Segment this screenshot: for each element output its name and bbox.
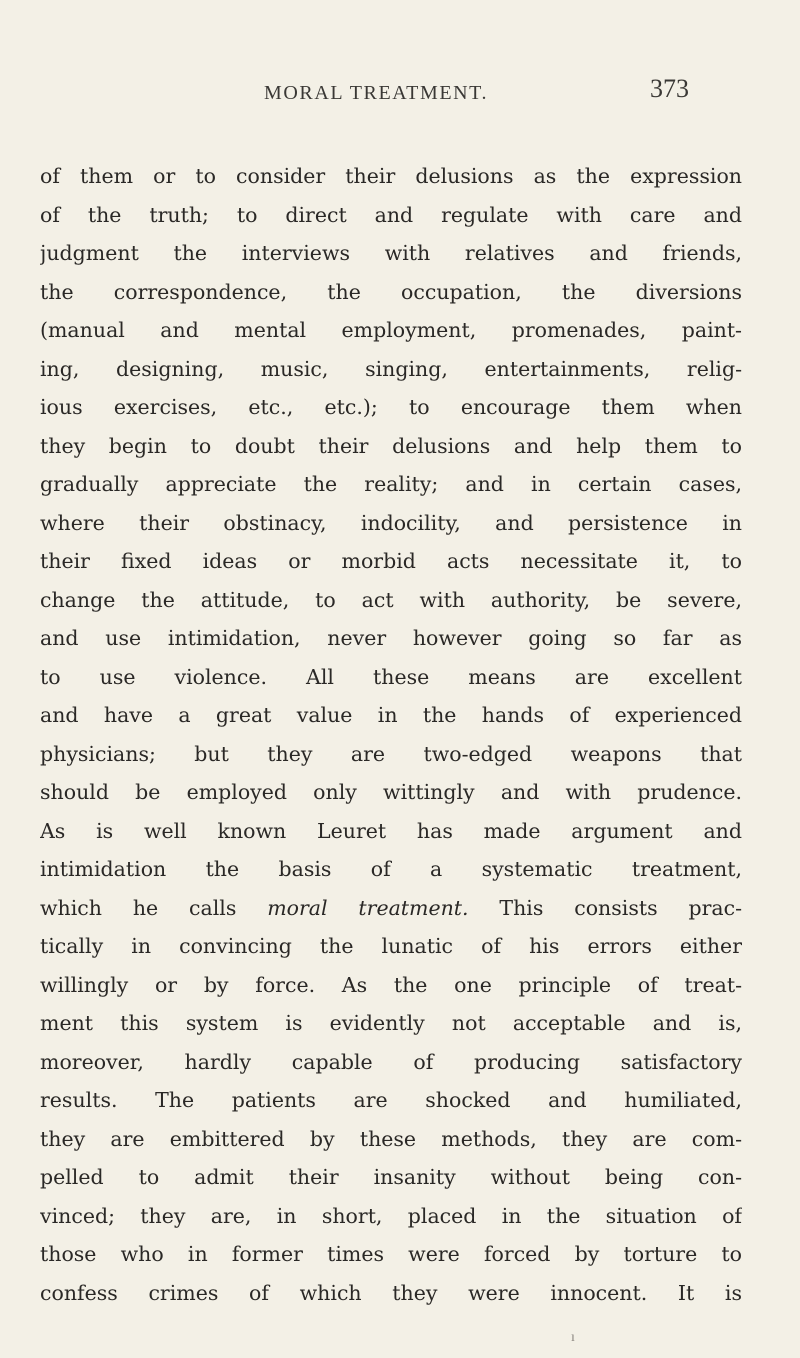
text-line: vinced; they are, in short, placed in the situation of bbox=[40, 1203, 742, 1228]
text-line: of the truth; to direct and regulate with care and bbox=[40, 202, 742, 227]
text-line: judgment the interviews with relatives and friends, bbox=[40, 241, 742, 265]
text-line: As is well known Leuret has made argument and bbox=[40, 818, 742, 843]
text-line: should be employed only wittingly and with prudence. bbox=[40, 780, 742, 804]
text-line: they begin to doubt their delusions and help them to bbox=[40, 433, 742, 458]
text-line: moreover, hardly capable of producing satisfactory bbox=[40, 1049, 742, 1074]
text-line: the correspondence, the occupation, the diversions bbox=[40, 279, 742, 304]
text-line: change the attitude, to act with authority, be severe, bbox=[40, 587, 742, 612]
page-number: 373 bbox=[650, 74, 689, 103]
italic-term: moral treatment. bbox=[267, 895, 469, 920]
text-line: and use intimidation, never however going so far as bbox=[40, 626, 742, 650]
text-line: (manual and mental employment, promenades, paint- bbox=[40, 318, 742, 342]
text-segment: which he calls bbox=[40, 895, 268, 920]
text-line: ious exercises, etc., etc.); to encourage them when bbox=[40, 395, 742, 419]
running-head: MORAL TREATMENT. bbox=[264, 82, 489, 104]
text-line: physicians; but they are two-edged weapons that bbox=[40, 741, 742, 766]
text-line: they are embittered by these methods, they are com- bbox=[40, 1126, 742, 1151]
text-line: gradually appreciate the reality; and in certain cases, bbox=[40, 472, 742, 496]
text-line: confess crimes of which they were innocent. It is bbox=[40, 1280, 742, 1305]
text-line: of them or to consider their delusions as the expression bbox=[40, 164, 742, 188]
text-line: those who in former times were forced by torture to bbox=[40, 1242, 742, 1266]
text-line: pelled to admit their insanity without being con- bbox=[40, 1165, 742, 1189]
text-line: and have a great value in the hands of experienced bbox=[40, 703, 742, 727]
body-text bbox=[40, 157, 742, 1312]
text-line: intimidation the basis of a systematic treatment, bbox=[40, 857, 742, 881]
text-line: willingly or by force. As the one principle of treat- bbox=[40, 972, 742, 997]
text-segment: This consists prac- bbox=[468, 895, 742, 920]
stray-print-mark: ı bbox=[571, 1330, 575, 1345]
text-line: where their obstinacy, indocility, and persistence in bbox=[40, 510, 742, 535]
text-line: results. The patients are shocked and humiliated, bbox=[40, 1088, 742, 1112]
text-line: to use violence. All these means are excellent bbox=[40, 664, 742, 689]
text-line: their fixed ideas or morbid acts necessitate it, to bbox=[40, 549, 742, 573]
text-line-with-italic bbox=[40, 889, 742, 928]
text-line: ment this system is evidently not acceptable and is, bbox=[40, 1011, 742, 1035]
text-line: tically in convincing the lunatic of his errors either bbox=[40, 934, 742, 958]
text-line: ing, designing, music, singing, entertainments, relig- bbox=[40, 356, 742, 381]
